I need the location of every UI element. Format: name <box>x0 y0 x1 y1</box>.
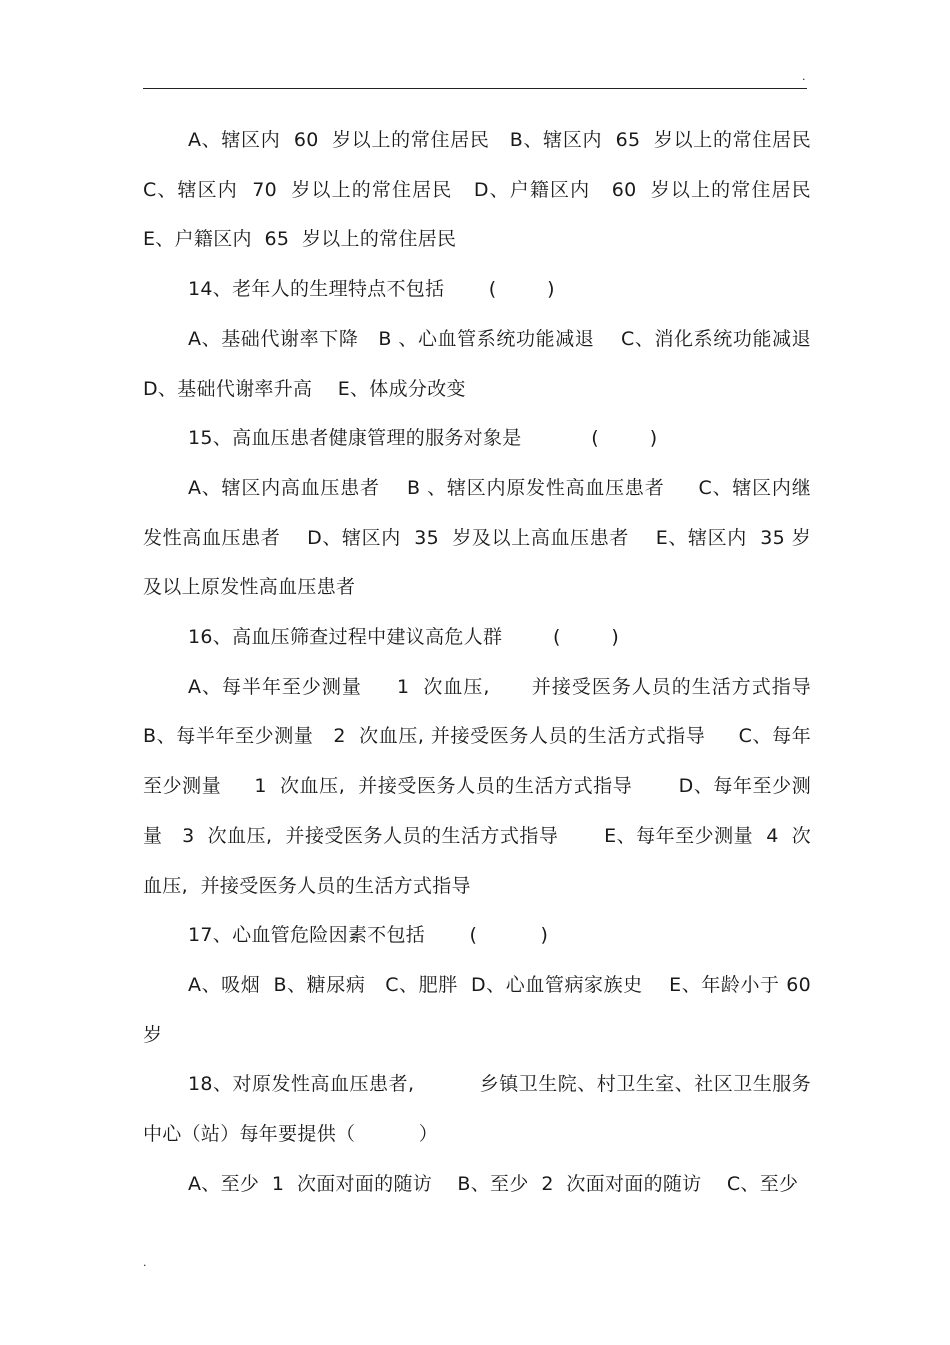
question-18: 18、对原发性高血压患者, 乡镇卫生院、村卫生室、社区卫生服务中心（站）每年要提供（ ） <box>143 1073 811 1146</box>
header-rule <box>143 88 807 89</box>
option-line-q13: A、辖区内 60 岁以上的常住居民 B、辖区内 65 岁以上的常住居民 C、辖区内 70 岁以上的常住居民 D、户籍区内 60 岁以上的常住居民 E、户籍区内 65 岁以上的常住居民 <box>143 129 818 251</box>
options-q15: A、辖区内高血压患者 B 、辖区内原发性高血压患者 C、辖区内继发性高血压患者 D、辖区内 35 岁及以上高血压患者 E、辖区内 35 岁及以上原发性高血压患者 <box>143 476 811 599</box>
document-body <box>143 116 824 1209</box>
footer-mark: . <box>143 1256 147 1269</box>
question-17: 17、心血管危险因素不包括 ( ) <box>188 924 549 947</box>
options-q18: A、至少 1 次面对面的随访 B、至少 2 次面对面的随访 C、至少 <box>188 1172 799 1195</box>
options-q17: A、吸烟 B、糖尿病 C、肥胖 D、心血管病家族史 E、年龄小于 60 岁 <box>143 973 824 1046</box>
question-14: 14、老年人的生理特点不包括 ( ) <box>188 278 555 301</box>
question-15: 15、高血压患者健康管理的服务对象是 ( ) <box>188 427 658 450</box>
header-mark: . <box>802 70 806 83</box>
options-q14: A、基础代谢率下降 B 、心血管系统功能减退 C、消化系统功能减退 D、基础代谢率升高 E、体成分改变 <box>143 327 818 400</box>
options-q16: A、每半年至少测量 1 次血压, 并接受医务人员的生活方式指导 B、每半年至少测量 2 次血压, 并接受医务人员的生活方式指导 C、每年至少测量 1 次血压, 并接受医务人员的生活方式指导 D、每年至少测量 3 次血压, 并接受医务人员的生活方式指导 E、每年至少测量 4 次血压, 并接受医务人员的生活方式指导 <box>143 675 818 897</box>
question-16: 16、高血压筛查过程中建议高危人群 ( ) <box>188 626 620 649</box>
